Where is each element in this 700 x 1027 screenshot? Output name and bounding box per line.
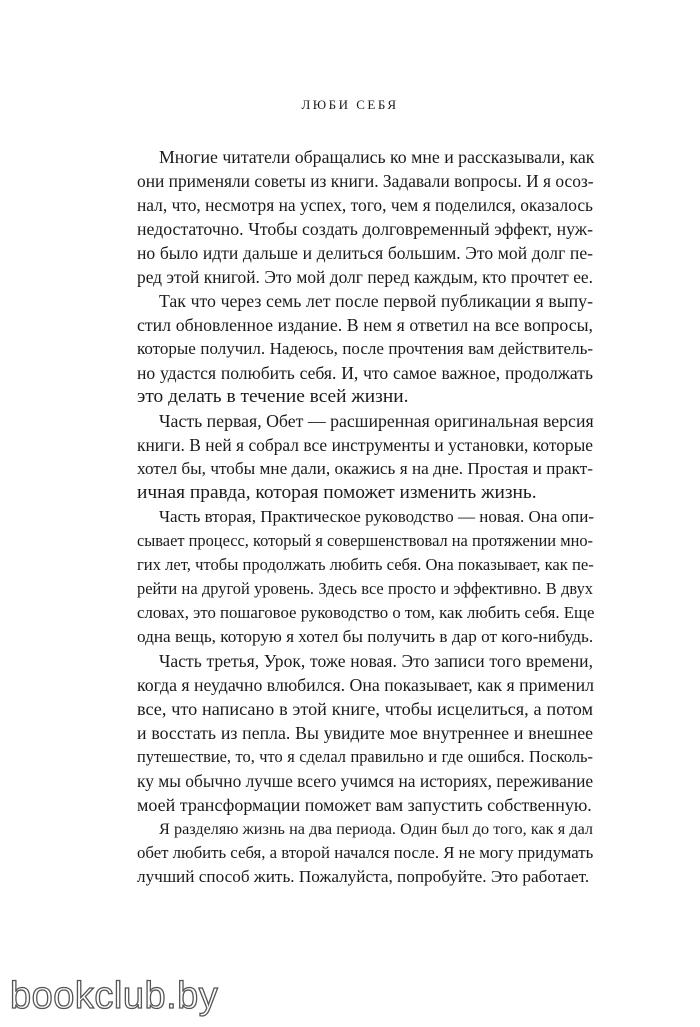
text-line: Многие читатели обращались ко мне и рассказывали, как xyxy=(159,147,595,167)
text-line: Часть первая, Обет — расширенная оригинальная версия xyxy=(159,411,594,431)
text-line: ку мы обычно лучше всего учимся на историях, переживание xyxy=(137,771,594,791)
text-line: лучший способ жить. Пожалуйста, попробуйте. Это работает. xyxy=(137,867,590,886)
text-line: но удастся полюбить себя. И, что самое важное, продолжать xyxy=(137,363,593,383)
text-line: это делать в течение всей жизни. xyxy=(137,386,409,407)
text-line: обет любить себя, а второй начался после. Я не могу придумать xyxy=(137,843,594,862)
text-line: и восстать из пепла. Вы увидите мое внутреннее и внешнее xyxy=(137,723,593,743)
text-line: гих лет, чтобы продолжать любить себя. Она показывает, как пе- xyxy=(137,555,594,574)
text-line: моей трансформации поможет вам запустить собственную. xyxy=(137,795,592,815)
text-line: стил обновленное издание. В нем я ответил на все вопросы, xyxy=(137,315,593,335)
running-head: ЛЮБИ СЕБЯ xyxy=(301,97,399,112)
text-line: книги. В ней я собрал все инструменты и установки, которые xyxy=(137,435,593,455)
text-line: Так что через семь лет после первой публикации я выпу- xyxy=(159,291,593,311)
text-line: одна вещь, которую я хотел бы получить в дар от кого-нибудь. xyxy=(137,627,594,646)
text-line: они применяли советы из книги. Задавали вопросы. И я осоз- xyxy=(137,171,594,191)
text-line: ичная правда, которая поможет изменить жизнь. xyxy=(137,482,537,503)
text-line: сывает процесс, который я совершенствовал на протяжении мно- xyxy=(137,531,593,550)
text-line: но было идти дальше и делиться большим. Это мой долг пе- xyxy=(137,243,593,263)
text-line: ред этой книгой. Это мой долг перед каждым, кто прочтет ее. xyxy=(137,267,593,287)
text-line: Я разделяю жизнь на два периода. Один был до того, как я дал xyxy=(159,820,593,838)
text-line: нал, что, несмотря на успех, того, чем я поделился, оказалось xyxy=(137,195,593,215)
text-line: рейти на другой уровень. Здесь все просто и эффективно. В двух xyxy=(137,579,593,598)
watermark-logo: bookclub.by xyxy=(10,975,219,1017)
text-line: путешествие, то, что я сделал правильно и где ошибся. Посколь- xyxy=(137,747,593,766)
text-line: все, что написано в этой книге, чтобы исцелиться, а потом xyxy=(137,699,593,719)
text-line: которые получил. Надеюсь, после прочтения вам действитель- xyxy=(137,339,593,358)
text-line: хотел бы, чтобы мне дали, окажись я на дне. Простая и практ- xyxy=(137,459,593,478)
text-line: когда я неудачно влюбился. Она показывает, как я применил xyxy=(137,675,595,695)
text-line: недостаточно. Чтобы создать долговременный эффект, нуж- xyxy=(137,219,593,239)
text-line: словах, это пошаговое руководство о том, как любить себя. Еще xyxy=(137,603,595,622)
text-line: Часть третья, Урок, тоже новая. Это записи того времени, xyxy=(159,651,593,671)
text-line: Часть вторая, Практическое руководство — новая. Она опи- xyxy=(159,507,595,526)
